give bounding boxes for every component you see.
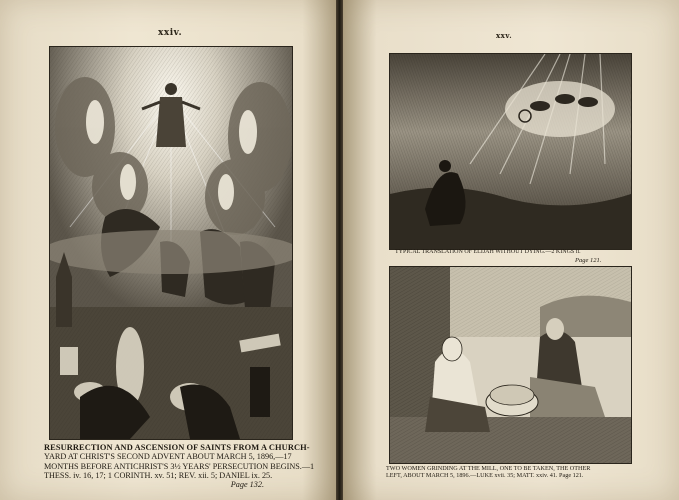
- grinding-page-ref: Page 121.: [559, 471, 584, 479]
- grinding-engraving: [389, 266, 632, 464]
- elijah-engraving: [389, 53, 632, 250]
- resurrection-caption-line-2: YARD AT CHRIST'S SECOND ADVENT ABOUT MARCH 5, 1896,—17: [44, 452, 292, 462]
- resurrection-illustration: [50, 47, 292, 439]
- grinding-caption-line-1: TWO WOMEN GRINDING AT THE MILL, ONE TO BE TAKEN, THE OTHER: [386, 465, 591, 472]
- right-plate-number: xxv.: [496, 31, 513, 40]
- grinding-illustration: [390, 267, 631, 463]
- resurrection-caption-line-4: THESS. iv. 16, 17; 1 CORINTH. xv. 51; REV. xii. 5; DANIEL ix. 25.: [44, 470, 273, 480]
- grinding-caption-line-2: [386, 473, 636, 480]
- elijah-page-ref: Page 121.: [575, 257, 602, 264]
- resurrection-engraving: [49, 46, 293, 440]
- left-plate-number: xxiv.: [158, 28, 183, 38]
- resurrection-page-ref: Page 132.: [230, 479, 264, 489]
- book-gutter: [336, 0, 343, 500]
- resurrection-caption: [44, 443, 315, 489]
- resurrection-caption-line-1: RESURRECTION AND ASCENSION OF SAINTS FROM A CHURCH-: [44, 443, 310, 452]
- elijah-illustration: [390, 54, 631, 249]
- grinding-caption-line-2-text: LEFT, ABOUT MARCH 5, 1896.—LUKE xvii. 35; MATT. xxiv. 41.: [386, 471, 558, 479]
- elijah-caption: TYPICAL TRANSLATION OF ELIJAH WITHOUT DYING.—2 KINGS ii.: [395, 249, 581, 255]
- grinding-caption: [386, 466, 636, 480]
- resurrection-caption-line-3: MONTHS BEFORE ANTICHRIST'S 3½ YEARS' PERSECUTION BEGINS.—1: [44, 461, 315, 471]
